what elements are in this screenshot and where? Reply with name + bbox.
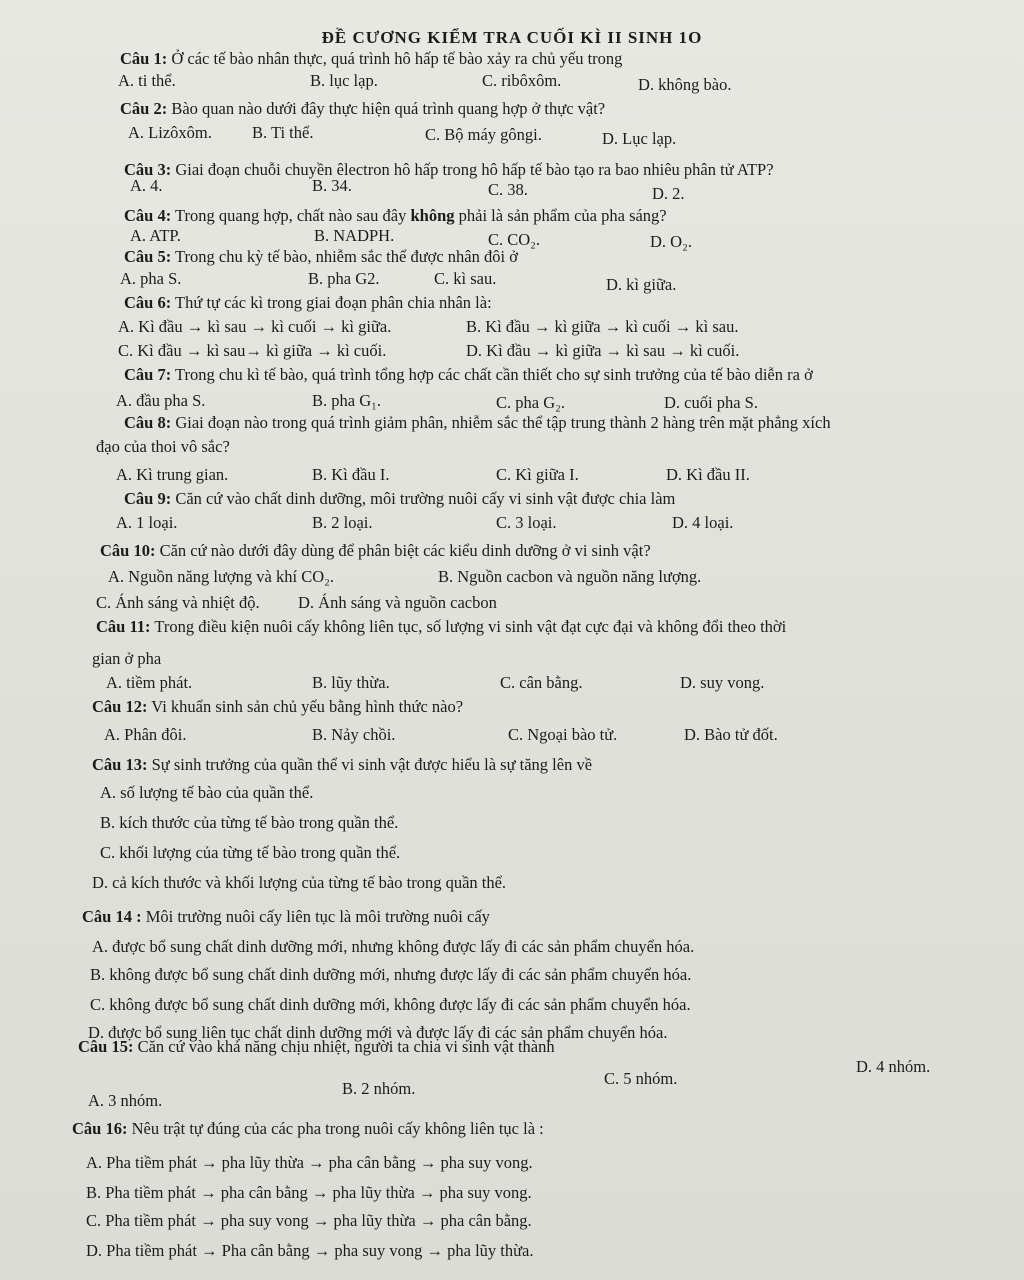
option-a: A. pha S. — [120, 269, 182, 288]
option-c: C. Bộ máy gôngi. — [425, 125, 542, 144]
option-a: A. Nguồn năng lượng và khí CO₂. — [108, 567, 334, 586]
option-b: B. 2 nhóm. — [342, 1079, 416, 1098]
option-b: B. Nguồn cacbon và nguồn năng lượng. — [438, 567, 702, 586]
option-b: B. lục lạp. — [310, 71, 378, 90]
option-a: A. đầu pha S. — [116, 391, 206, 410]
question-label: Câu 16: — [72, 1119, 128, 1138]
option-d: D. Kì đầu → kì giữa → kì sau → kì cuối. — [466, 341, 740, 360]
option-a: A. số lượng tế bào của quần thể. — [100, 783, 314, 802]
option-b: B. Ti thể. — [252, 123, 314, 142]
option-b: B. NADPH. — [314, 226, 395, 245]
question-label: Câu 9: — [124, 489, 172, 508]
option-d: D. Ánh sáng và nguồn cacbon — [298, 593, 497, 612]
option-a: A. Kì đầu → kì sau → kì cuối → kì giữa. — [118, 317, 392, 336]
option-a: A. ti thể. — [118, 71, 176, 90]
question-label: Câu 11: — [96, 617, 151, 636]
question-text-cont: gian ở pha — [92, 649, 162, 668]
option-d: D. cả kích thước và khối lượng của từng tế bào trong quần thể. — [92, 873, 507, 892]
question-text: Thứ tự các kì trong giai đoạn phân chia nhân là: — [175, 293, 492, 312]
question-text: Môi trường nuôi cấy liên tục là môi trường nuôi cấy — [145, 907, 490, 926]
option-d: D. 4 nhóm. — [856, 1057, 931, 1076]
question-label: Câu 7: — [124, 365, 172, 384]
option-b: B. pha G₁. — [312, 391, 381, 410]
question-text: Căn cứ vào khả năng chịu nhiệt, người ta chia vi sinh vật thành — [137, 1037, 555, 1056]
question-text: Căn cứ nào dưới đây dùng để phân biệt các kiểu dinh dưỡng ở vi sinh vật? — [159, 541, 651, 560]
option-d: D. 2. — [652, 184, 685, 203]
option-b: B. không được bổ sung chất dinh dưỡng mới, nhưng được lấy đi các sản phẩm chuyển hóa. — [90, 965, 692, 984]
option-b: B. 34. — [312, 176, 352, 195]
option-c: C. Kì giữa I. — [496, 465, 579, 484]
question-label: Câu 3: — [124, 160, 172, 179]
option-c: C. Pha tiềm phát → pha suy vong → pha lũy thừa → pha cân bằng. — [86, 1211, 532, 1230]
question-text: Trong chu kì tế bào, quá trình tổng hợp các chất cần thiết cho sự sinh trưởng của tế bào diễn ra ở — [175, 365, 813, 384]
question-label: Câu 8: — [124, 413, 172, 432]
option-c: C. Kì đầu → kì sau→ kì giữa → kì cuối. — [118, 341, 387, 360]
question-text: Ở các tế bào nhân thực, quá trình hô hấp tế bào xảy ra chủ yếu trong — [171, 49, 623, 68]
option-d: D. Bào tử đốt. — [684, 725, 778, 744]
question-label: Câu 15: — [78, 1037, 134, 1056]
option-a: A. tiềm phát. — [106, 673, 193, 692]
question-text: Giai đoạn chuỗi chuyền êlectron hô hấp trong hô hấp tế bào tạo ra bao nhiêu phân tử ATP? — [175, 160, 774, 179]
question-label: Câu 12: — [92, 697, 148, 716]
question-label: Câu 1: — [120, 49, 168, 68]
option-a: A. 3 nhóm. — [88, 1091, 163, 1110]
option-a: A. Phân đôi. — [104, 725, 187, 744]
option-c: C. 3 loại. — [496, 513, 557, 532]
question-emphasis: không — [410, 206, 455, 225]
option-a: A. Pha tiềm phát → pha lũy thừa → pha cân bằng → pha suy vong. — [86, 1153, 533, 1172]
option-b: B. kích thước của từng tế bào trong quần thể. — [100, 813, 399, 832]
option-c: C. Ngoại bào tử. — [508, 725, 618, 744]
option-b: B. Kì đầu I. — [312, 465, 390, 484]
question-text: Nêu trật tự đúng của các pha trong nuôi cấy không liên tục là : — [131, 1119, 544, 1138]
option-c: C. không được bổ sung chất dinh dưỡng mới, không được lấy đi các sản phẩm chuyển hóa. — [90, 995, 691, 1014]
option-d: D. không bào. — [638, 75, 732, 94]
question-label: Câu 13: — [92, 755, 148, 774]
page-title: ĐỀ CƯƠNG KIỂM TRA CUỐI KÌ II SINH 1O — [321, 28, 703, 47]
question-label: Câu 14 : — [82, 907, 142, 926]
option-c: C. cân bằng. — [500, 673, 583, 692]
question-text: Bào quan nào dưới đây thực hiện quá trình quang hợp ở thực vật? — [171, 99, 606, 118]
question-text: Trong điều kiện nuôi cấy không liên tục, số lượng vi sinh vật đạt cực đại và không đổi theo thời — [154, 617, 787, 636]
option-d: D. cuối pha S. — [664, 393, 758, 412]
question-text: Trong chu kỳ tế bào, nhiễm sắc thể được nhân đôi ở — [175, 247, 518, 266]
option-b: B. 2 loại. — [312, 513, 373, 532]
option-c: C. 5 nhóm. — [604, 1069, 678, 1088]
option-a: A. Kì trung gian. — [116, 465, 229, 484]
question-label: Câu 4: — [124, 206, 172, 225]
option-c: C. pha G₂. — [496, 393, 565, 412]
option-d: D. 4 loại. — [672, 513, 734, 532]
option-b: B. Nảy chồi. — [312, 725, 396, 744]
option-c: C. ribôxôm. — [482, 71, 562, 90]
option-d: D. Lục lạp. — [602, 129, 677, 148]
question-text-cont: đạo của thoi vô sắc? — [96, 437, 230, 456]
option-c: C. kì sau. — [434, 269, 497, 288]
option-d: D. được bổ sung liên tục chất dinh dưỡng mới và được lấy đi các sản phẩm chuyển hóa. — [88, 1023, 668, 1042]
question-text: Trong quang hợp, chất nào sau đây — [175, 206, 407, 225]
question-text: Sự sinh trưởng của quần thể vi sinh vật được hiểu là sự tăng lên về — [151, 755, 593, 774]
question-label: Câu 2: — [120, 99, 168, 118]
option-d: D. Kì đầu II. — [666, 465, 750, 484]
question-label: Câu 10: — [100, 541, 156, 560]
option-d: D. suy vong. — [680, 673, 765, 692]
option-b: B. Kì đầu → kì giữa → kì cuối → kì sau. — [466, 317, 739, 336]
option-a: A. 1 loại. — [116, 513, 178, 532]
option-c: C. khối lượng của từng tế bào trong quần thể. — [100, 843, 401, 862]
question-label: Câu 5: — [124, 247, 172, 266]
option-a: A. 4. — [130, 176, 163, 195]
option-c: C. Ánh sáng và nhiệt độ. — [96, 593, 260, 612]
option-d: D. Pha tiềm phát → Pha cân bằng → pha suy vong → pha lũy thừa. — [86, 1241, 534, 1260]
question-label: Câu 6: — [124, 293, 172, 312]
question-text: Căn cứ vào chất dinh dưỡng, môi trường nuôi cấy vi sinh vật được chia làm — [175, 489, 676, 508]
question-text-end: phải là sản phẩm của pha sáng? — [458, 206, 667, 225]
option-b: B. lũy thừa. — [312, 673, 390, 692]
option-a: A. ATP. — [130, 226, 181, 245]
option-c: C. 38. — [488, 180, 528, 199]
option-c: C. CO₂. — [488, 230, 541, 249]
option-a: A. Lizôxôm. — [128, 123, 212, 142]
question-text: Giai đoạn nào trong quá trình giảm phân, nhiễm sắc thể tập trung thành 2 hàng trên mặt phẳng xích — [175, 413, 831, 432]
option-b: B. Pha tiềm phát → pha cân bằng → pha lũy thừa → pha suy vong. — [86, 1183, 532, 1202]
question-text: Vi khuẩn sinh sản chủ yếu bằng hình thức nào? — [151, 697, 464, 716]
option-b: B. pha G2. — [308, 269, 380, 288]
option-d: D. O₂. — [650, 232, 692, 251]
option-d: D. kì giữa. — [606, 275, 677, 294]
option-a: A. được bổ sung chất dinh dưỡng mới, nhưng không được lấy đi các sản phẩm chuyển hóa. — [92, 937, 695, 956]
